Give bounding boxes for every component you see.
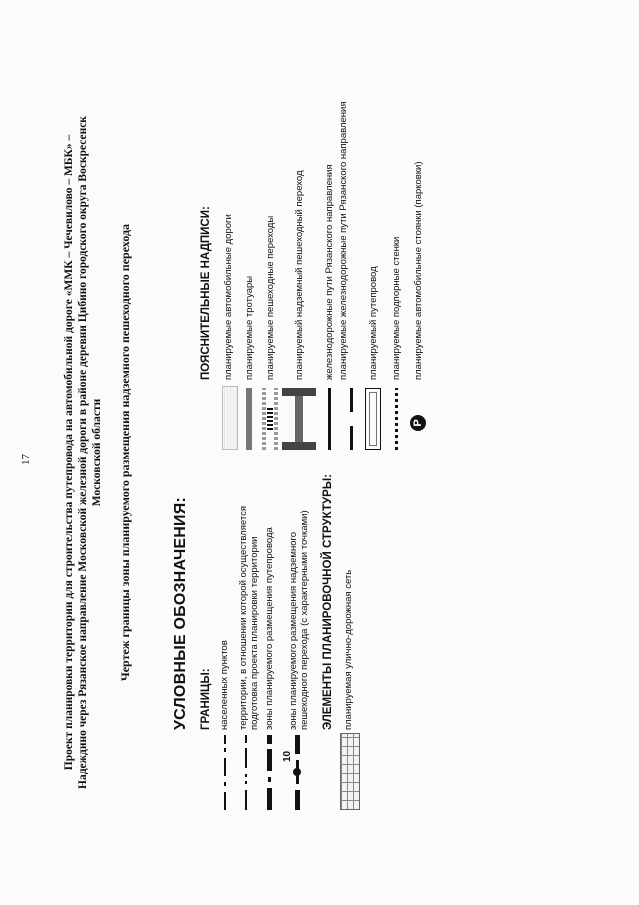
legend-item-street-network: планируемая улично-дорожная сеть [343,569,354,730]
note-item-railway: железнодорожные пути Рязанского направления [324,164,335,380]
railway-line-icon [328,388,331,450]
note-item-sidewalks: планируемые тротуары [244,275,255,380]
parking-icon: P [410,415,426,431]
crossing-zone-border-line-icon [282,735,302,810]
sidewalk-fill-icon [246,388,252,450]
header-line-1: Проект планировки территории для строительства путепровода на автомобильной дороге «ММК – Чечевилово – МБК» – [63,134,75,771]
header-line-2: Надеждино через Рязанское направление Московской железной дороги в районе деревни Цибино городского округа Воскресенск [77,116,89,789]
note-item-overpass: планируемый путепровод [368,266,379,380]
settlement-border-line-icon [222,735,228,810]
overhead-crossing-symbol-icon [282,388,316,450]
overpass-zone-border-line-icon [266,735,274,810]
overpass-outline-icon [365,388,381,450]
drawing-subtitle: Чертеж границы зоны планируемого размещения надземного пешеходного перехода [118,223,132,682]
legend-title: УСЛОВНЫЕ ОБОЗНАЧЕНИЯ: [172,497,189,730]
header-line-3: Московской области [91,398,103,507]
road-fill-icon [222,386,238,450]
crosswalk-stripes-icon [262,388,278,450]
retaining-wall-dots-icon [395,388,398,450]
planning-area-border-line-icon [243,735,249,810]
structure-heading: ЭЛЕМЕНТЫ ПЛАНИРОВОЧНОЙ СТРУКТУРЫ: [322,474,334,730]
note-item-planned-railway: планируемые железнодорожные пути Рязанского направления [338,101,349,380]
planned-railway-line-icon [340,388,362,450]
note-item-crosswalks: планируемые пешеходные переходы [265,215,276,380]
point-number-label: 10 [282,750,293,762]
legend-item-planning-area: территории, в отношении которой осуществляется подготовка проекта планировки территории [238,505,260,730]
street-network-hatch-icon [340,733,360,810]
borders-heading: ГРАНИЦЫ: [200,668,212,730]
note-item-retaining-walls: планируемые подпорные стенки [391,236,402,380]
note-item-roads: планируемые автомобильные дороги [223,214,234,380]
legend-item-settlement: населенных пунктов [219,640,230,730]
notes-heading: ПОЯСНИТЕЛЬНЫЕ НАДПИСИ: [200,206,212,380]
legend-item-crossing-zone: зоны планируемого размещения надземного пешеходного перехода (с характерными точками) [288,510,310,730]
legend-item-overpass-zone: зоны планируемого размещения путепровода [264,527,275,730]
note-item-parking: планируемые автомобильные стоянки (парковки) [413,161,424,380]
page-number: 17 [20,454,32,465]
note-item-overhead-crossing: планируемый надземный пешеходный переход [294,170,305,380]
